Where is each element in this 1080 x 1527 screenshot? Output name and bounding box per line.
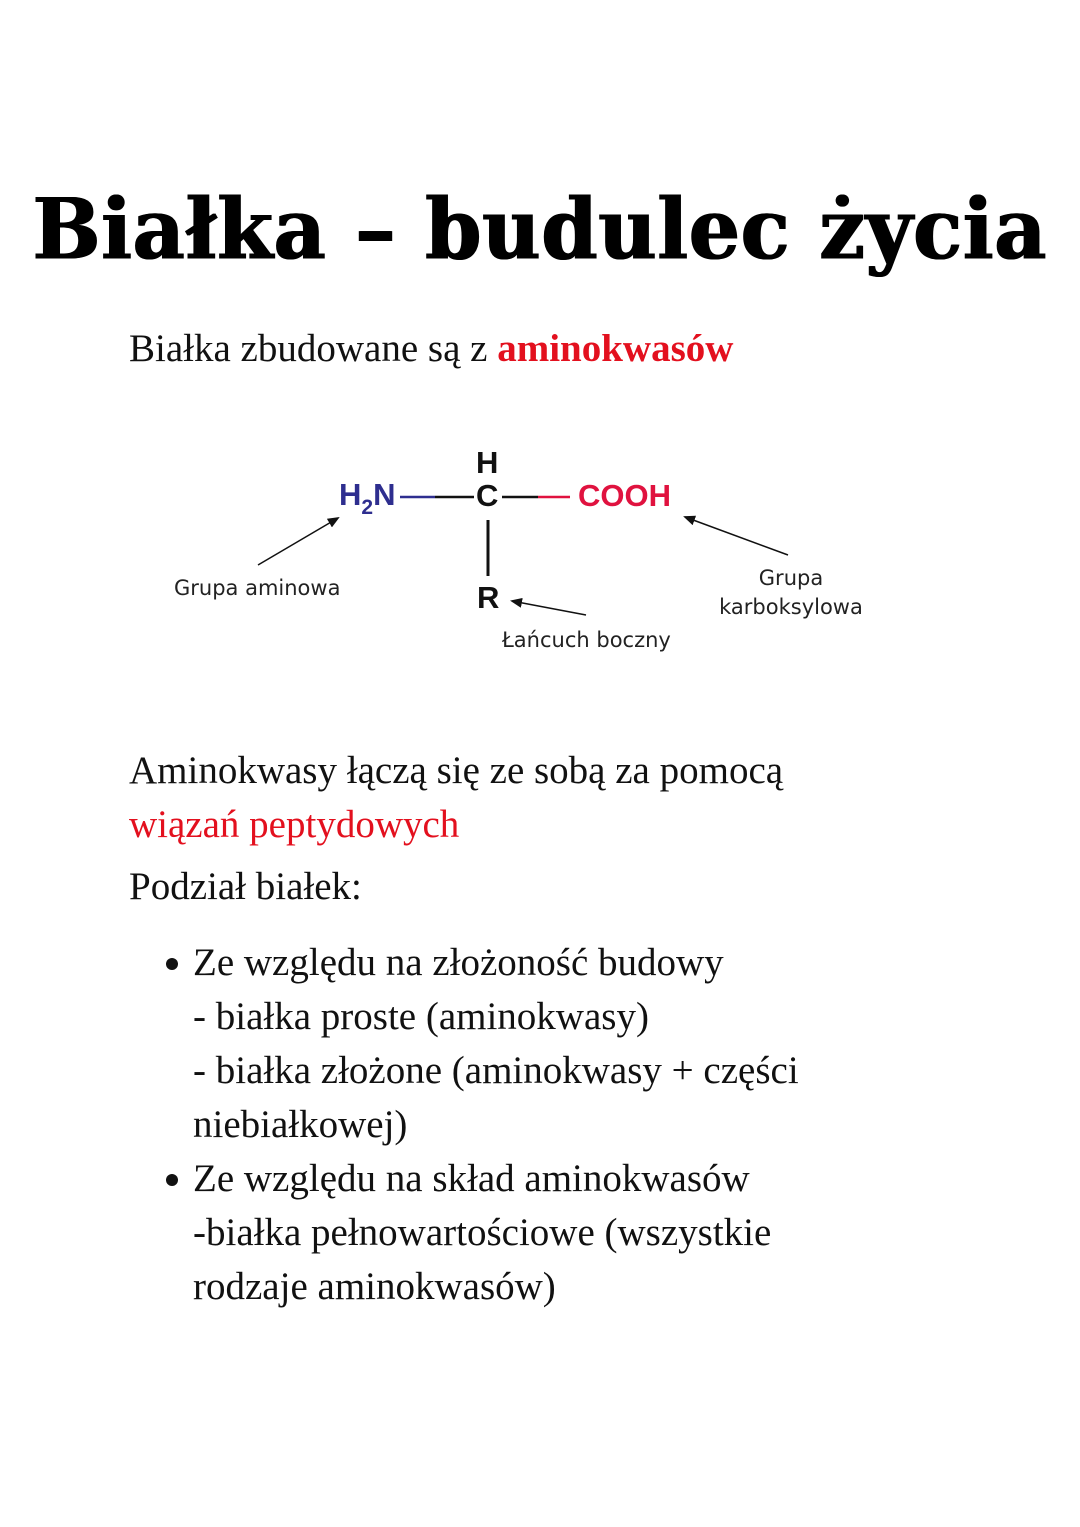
peptide-line-1: Aminokwasy łączą się ze sobą za pomocą [129,749,784,792]
list-item [160,936,960,1152]
page-title: Białka – budulec życia [32,179,1048,278]
label-carboxyl-group: Grupa karboksylowa [719,566,863,619]
classification-heading: Podział białek: [129,865,362,908]
amine-group: $H_2N$ [339,477,396,519]
list-item-title: Ze względu na skład aminokwasów [193,1157,750,1200]
label-amine-group: Grupa aminowa [174,576,341,600]
bullet-icon [160,936,193,1152]
list-item-line: - białka proste (aminokwasy) [193,995,649,1038]
label-side-chain: Łańcuch boczny [502,628,671,652]
list-item-line: rodzaje aminokwasów) [193,1265,556,1308]
list-item-title: Ze względu na złożoność budowy [193,941,724,984]
bullet-icon [160,1152,193,1314]
central-carbon: C [476,478,499,513]
intro-text: Białka zbudowane są z [129,327,498,370]
side-chain: R [477,580,500,615]
intro-highlight: aminokwasów [497,327,734,370]
list-item [160,1152,960,1314]
hydrogen-atom: H [476,445,499,480]
list-item-line: niebiałkowej) [193,1103,408,1146]
amino-acid-diagram [160,440,880,670]
peptide-line-2: wiązań peptydowych [129,803,460,846]
carboxyl-group: COOH [578,478,671,513]
intro-paragraph [129,322,733,376]
classification-list [160,936,960,1314]
list-item-line: - białka złożone (aminokwasy + części [193,1049,799,1092]
list-item-line: -białka pełnowartościowe (wszystkie [193,1211,772,1254]
